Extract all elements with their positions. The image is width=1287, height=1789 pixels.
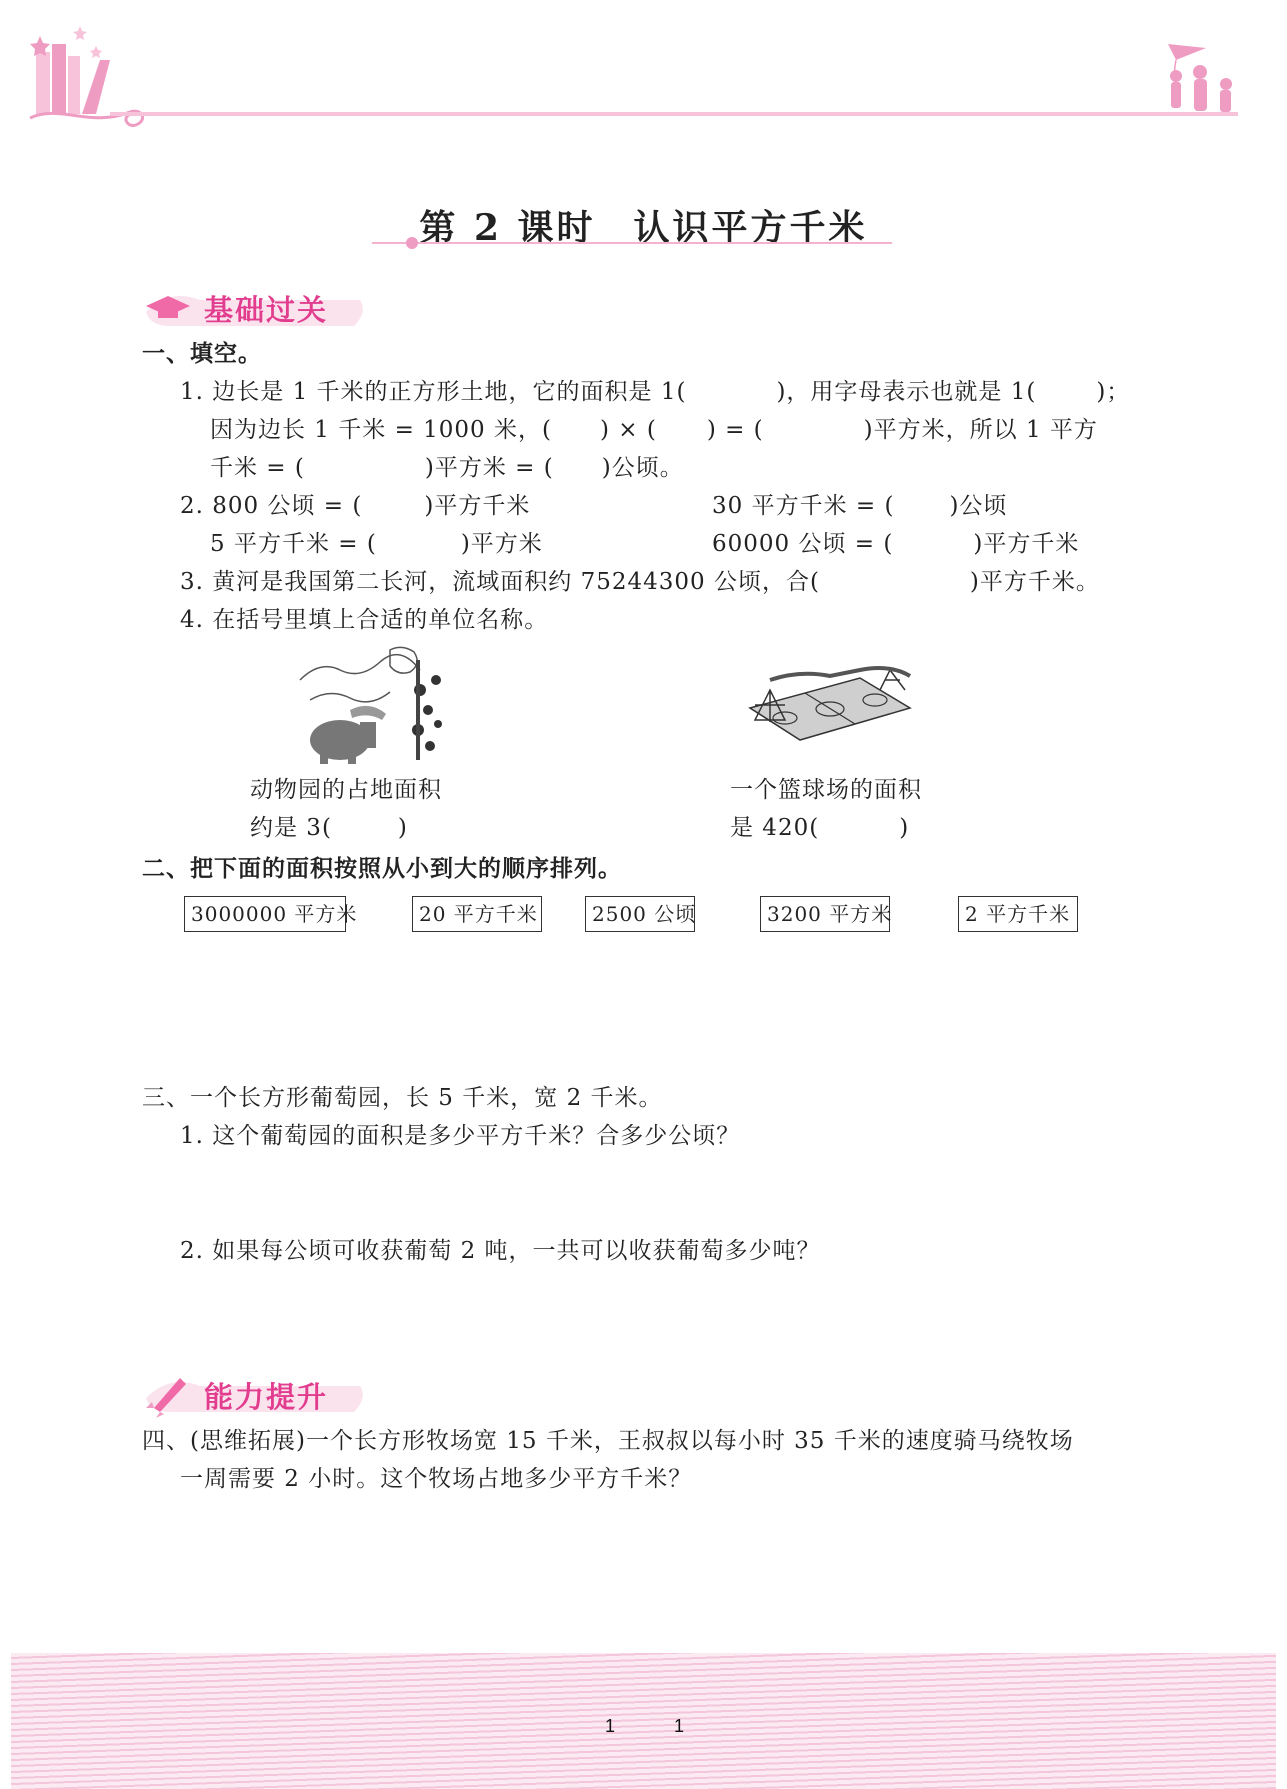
q2-heading: 二、把下面的面积按照从小到大的顺序排列。: [142, 855, 622, 882]
children-silhouette-icon: [1168, 44, 1232, 112]
area-box-4: 3200 平方米: [760, 896, 890, 932]
q1-item3: 3. 黄河是我国第二长河，流域面积约 75244300 公顷，合( )平方千米。: [180, 569, 1100, 595]
zoo-caption-line1: 动物园的占地面积: [250, 777, 442, 803]
q3-heading: 三、一个长方形葡萄园，长 5 千米，宽 2 千米。: [142, 1085, 663, 1111]
area-box-3: 2500 公顷: [585, 896, 695, 932]
title-underline: [372, 236, 892, 250]
books-logo-icon: [30, 26, 143, 125]
zoo-animals-illustration: [290, 640, 450, 765]
q1-item4-text: 4. 在括号里填上合适的单位名称。: [180, 607, 549, 633]
footer-band: [11, 1653, 1276, 1789]
court-caption-line2: 是 420( ): [730, 815, 910, 841]
q3-item2: 2. 如果每公顷可收获葡萄 2 吨，一共可以收获葡萄多少吨？: [180, 1238, 821, 1264]
area-box-5: 2 平方千米: [958, 896, 1078, 932]
page-number-right: 1: [674, 1716, 685, 1736]
q1-heading: 一、填空。: [142, 340, 262, 367]
basketball-court-illustration: [740, 660, 915, 750]
court-caption-line1: 一个篮球场的面积: [730, 777, 922, 803]
section-title-ability: 能力提升: [204, 1380, 329, 1414]
zoo-caption-line2: 约是 3( ): [250, 815, 408, 841]
q1-item2-c: 5 平方千米 = ( )平方米: [210, 531, 543, 557]
header-rule: [110, 112, 1238, 116]
q1-item2-d: 60000 公顷 = ( )平方千米: [712, 531, 1080, 557]
q1-item1-line1: 1. 边长是 1 千米的正方形土地，它的面积是 1( )，用字母表示也就是 1( )；: [180, 379, 1131, 405]
section-title-basic: 基础过关: [204, 293, 329, 327]
area-box-2: 20 平方千米: [412, 896, 542, 932]
area-box-1: 3000000 平方米: [184, 896, 346, 932]
lesson-number: 第 2 课时: [419, 207, 596, 249]
q4-line2: 一周需要 2 小时。这个牧场占地多少平方千米？: [180, 1466, 693, 1492]
q1-item2-a: 2. 800 公顷 = ( )平方千米: [180, 493, 531, 519]
q1-item1-line2: 因为边长 1 千米 = 1000 米，( ) × ( ) = ( )平方米，所以 1 平方: [210, 417, 1098, 443]
q4-line1: 四、(思维拓展)一个长方形牧场宽 15 千米，王叔叔以每小时 35 千米的速度骑马绕牧场: [142, 1428, 1074, 1454]
lesson-topic: 认识平方千米: [633, 207, 868, 249]
q3-item1: 1. 这个葡萄园的面积是多少平方千米？合多少公顷？: [180, 1123, 741, 1149]
header-decoration: [0, 0, 1287, 140]
q1-item2-b: 30 平方千米 = ( )公顷: [712, 493, 1008, 519]
page-number-left: 1: [605, 1716, 616, 1736]
q1-item1-line3: 千米 = ( )平方米 = ( )公顷。: [210, 455, 684, 481]
